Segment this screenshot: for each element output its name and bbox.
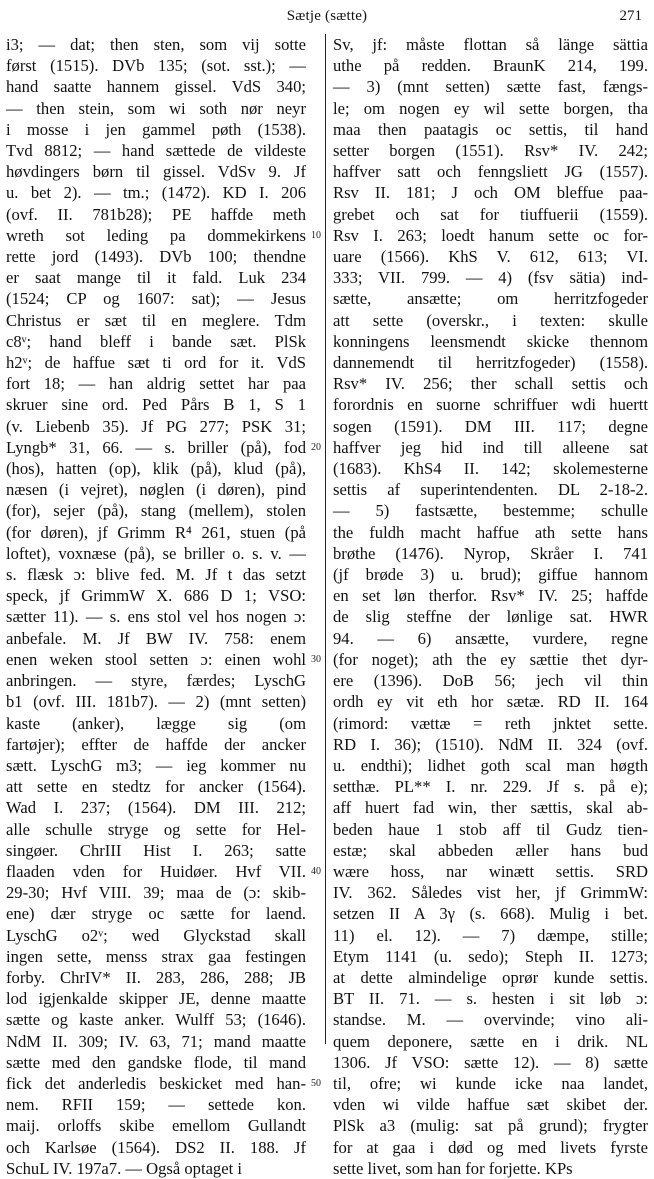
text-line: Etym 1141 (u. sedo); Steph II. 1273; bbox=[333, 946, 648, 966]
text-line: (ovf. II. 781b28); PE haffde meth bbox=[6, 204, 306, 224]
text-line: Wad I. 237; (1564). DM III. 212; bbox=[6, 798, 306, 818]
text-line: le; om nogen ey wil sette borgen, tha bbox=[333, 98, 648, 118]
text-line: wære hoss, nar winætt settis. SRD bbox=[333, 861, 648, 881]
text-line: setter borgen (1551). Rsv* IV. 242; bbox=[333, 141, 648, 161]
text-line: for at gaa i død og med livets fyrste bbox=[333, 1137, 648, 1157]
text-line: (1683). KhS4 II. 142; skolemesterne bbox=[333, 459, 648, 479]
text-line: Lyngb* 31, 66. — s. briller (på), fod bbox=[6, 437, 306, 457]
text-line: flaaden vden for Huidøer. Hvf VII. bbox=[6, 861, 306, 881]
text-line: først (1515). DVb 135; (sot. sst.); — bbox=[6, 56, 306, 76]
text-line: nem. RFII 159; — settede kon. bbox=[6, 1095, 306, 1115]
text-line: høvdingers børn til gissel. VdSv 9. Jf bbox=[6, 162, 306, 182]
text-line: ene) dær stryge oc sætte for laend. bbox=[6, 904, 306, 924]
text-line: setthæ. PL** I. nr. 229. Jf s. på e); bbox=[333, 777, 648, 797]
text-line: att sette en stedtz for ancker (1564). bbox=[6, 777, 306, 797]
margin-line-number: 40 bbox=[311, 865, 321, 877]
text-line: 29-30; Hvf VIII. 39; maa de (ɔ: skib- bbox=[6, 883, 306, 903]
text-line: kaste (anker), lægge sig (om bbox=[6, 713, 306, 733]
text-line: sætte, ansætte; om herritzfogeder bbox=[333, 289, 648, 309]
text-line: att sette (overskr., i texten: skulle bbox=[333, 310, 648, 330]
text-line: Rsv I. 263; loedt hanum sette oc for- bbox=[333, 225, 648, 245]
text-line: settis af superintendenten. DL 2-18-2. bbox=[333, 480, 648, 500]
text-line: ordh ey vit eth hor sætæ. RD II. 164 bbox=[333, 692, 648, 712]
left-column bbox=[6, 34, 306, 1179]
margin-line-number: 30 bbox=[311, 653, 321, 665]
text-line: aff huert fad win, ther sættis, skal ab- bbox=[333, 798, 648, 818]
margin-line-number: 20 bbox=[311, 441, 321, 453]
text-line: setzen II A 3γ (s. 668). Mulig i bet. bbox=[333, 904, 648, 924]
text-line: Christus er sæt til en meglere. Tdm bbox=[6, 310, 306, 330]
text-line: (rimord: vættæ = reth jnktet sette. bbox=[333, 713, 648, 733]
margin-line-number: 50 bbox=[311, 1077, 321, 1089]
text-line: rette jord (1493). DVb 100; thendne bbox=[6, 247, 306, 267]
text-line: fartøjer); effter de haffde der ancker bbox=[6, 734, 306, 754]
text-line: til, ofre; wi kunde icke naa landet, bbox=[333, 1073, 648, 1093]
text-line: sætt. LyschG m3; — ieg kommer nu bbox=[6, 755, 306, 775]
text-line: maij. orloffs skibe emellom Gullandt bbox=[6, 1116, 306, 1136]
text-line: singøer. ChrIII Hist I. 263; satte bbox=[6, 840, 306, 860]
text-line: the fuldh macht haffue ath sette hans bbox=[333, 522, 648, 542]
text-line: (jf brøde 3) u. brud); giffue hannom bbox=[333, 565, 648, 585]
text-line: haffver jeg hid ind till alleene sat bbox=[333, 437, 648, 457]
text-line: 94. — 6) ansætte, vurdere, regne bbox=[333, 628, 648, 648]
text-line: och Karlsøe (1564). DS2 II. 188. Jf bbox=[6, 1137, 306, 1157]
margin-line-number: 10 bbox=[311, 229, 321, 241]
text-line: sætte og kaste anker. Wulff 53; (1646). bbox=[6, 1010, 306, 1030]
page-header bbox=[0, 6, 654, 28]
text-line: s. flæsk ɔ: blive fed. M. Jf t das setzt bbox=[6, 565, 306, 585]
text-line: (for), sejer (på), stang (mellem), stolen bbox=[6, 501, 306, 521]
text-line: vden wi vilde haffue sæt skibet der. bbox=[333, 1095, 648, 1115]
text-line: wreth sot leding pa dommekirkens bbox=[6, 225, 306, 245]
text-line: enen weken stool setten ɔ: einen wohl bbox=[6, 649, 306, 669]
text-line: grebet och sat for tiuffuerii (1559). bbox=[333, 204, 648, 224]
running-head: Sætje (sætte) bbox=[286, 8, 368, 24]
text-line: fort 18; — han aldrig settet har paa bbox=[6, 374, 306, 394]
text-line: hand saatte hannem gissel. VdS 340; bbox=[6, 77, 306, 97]
text-line: u. endthi); lidhet goth scal man høgth bbox=[333, 755, 648, 775]
text-line: (for noget); ath the ey sættie thet dyr- bbox=[333, 649, 648, 669]
text-line: speck, jf GrimmW X. 686 D 1; VSO: bbox=[6, 586, 306, 606]
text-line: i mosse i jen gammel pøth (1538). bbox=[6, 119, 306, 139]
text-line: — 5) fastsætte, bestemme; schulle bbox=[333, 501, 648, 521]
text-line: haffver satt och fenngsliett JG (1557). bbox=[333, 162, 648, 182]
text-line: (hos), hatten (op), klik (på), klud (på), bbox=[6, 459, 306, 479]
text-line: (for døren), jf Grimm R⁴ 261, stuen (på bbox=[6, 522, 306, 542]
text-line: dannemendt til herritzfogeder) (1558). bbox=[333, 353, 648, 373]
text-line: er saat mange til it fald. Luk 234 bbox=[6, 268, 306, 288]
text-line: en set løn therfor. Rsv* IV. 25; haffde bbox=[333, 586, 648, 606]
text-line: Sv, jf: måste flottan så länge sättia bbox=[333, 35, 648, 54]
text-line: de slig steffne der lønlige sat. HWR bbox=[333, 607, 648, 627]
text-line: Tvd 8812; — hand sættede de vildeste bbox=[6, 141, 306, 161]
text-line: — then stein, som wi soth nør neyr bbox=[6, 98, 306, 118]
text-line: lod igjenkalde skipper JE, denne maatte bbox=[6, 989, 306, 1009]
text-line: 11) el. 12). — 7) dæmpe, stille; bbox=[333, 925, 648, 945]
text-line: h2ᵛ; de haffue sæt ti ord for it. VdS bbox=[6, 353, 306, 373]
column-divider bbox=[325, 34, 326, 1044]
text-line: — 3) (mnt setten) sætte fast, fængs- bbox=[333, 77, 648, 97]
text-line: forordnis en suorne schriffuer wdi huertt bbox=[333, 395, 648, 415]
text-line: quem deponere, sætte en i drik. NL bbox=[333, 1031, 648, 1051]
text-line: at dette almindelige oprør kunde settis. bbox=[333, 967, 648, 987]
text-line: Rsv II. 181; J och OM bleffue paa- bbox=[333, 183, 648, 203]
text-line: NdM II. 309; IV. 63, 71; mand maatte bbox=[6, 1031, 306, 1051]
text-line: loftet), voxnæse (på), se briller o. s. v. — bbox=[6, 543, 306, 563]
text-line: c8ᵛ; hand bleff i bande sæt. PlSk bbox=[6, 331, 306, 351]
text-line: standse. M. — overvinde; vino ali- bbox=[333, 1010, 648, 1030]
text-line: ere (1396). DoB 56; jech vil thin bbox=[333, 671, 648, 691]
text-line: 333; VII. 799. — 4) (fsv sätia) ind- bbox=[333, 268, 648, 288]
text-line: maa then paatagis oc settis, til hand bbox=[333, 119, 648, 139]
text-line: u. bet 2). — tm.; (1472). KD I. 206 bbox=[6, 183, 306, 203]
right-column bbox=[333, 34, 648, 1179]
text-line: PlSk a3 (mulig: sat på grund); frygter bbox=[333, 1116, 648, 1136]
text-line: beden haue 1 stob aff til Gudz tien- bbox=[333, 819, 648, 839]
text-line: uare (1566). KhS V. 612, 613; VI. bbox=[333, 247, 648, 267]
text-line: fick det anderledis beskicket med han- bbox=[6, 1073, 306, 1093]
text-line: sogen (1591). DM III. 117; degne bbox=[333, 416, 648, 436]
text-line: anbefale. M. Jf BW IV. 758: enem bbox=[6, 628, 306, 648]
text-line: LyschG o2ᵛ; wed Glyckstad skall bbox=[6, 925, 306, 945]
text-line: næsen (i vejret), nøglen (i døren), pind bbox=[6, 480, 306, 500]
text-line: IV. 362. Således vist her, jf GrimmW: bbox=[333, 883, 648, 903]
text-line: uthe på redden. BraunK 214, 199. bbox=[333, 56, 648, 76]
text-line: 1306. Jf VSO: sætte 12). — 8) sætte bbox=[333, 1052, 648, 1072]
text-line: brøthe (1476). Nyrop, Skråer I. 741 bbox=[333, 543, 648, 563]
text-line: i3; — dat; then sten, som vij sotte bbox=[6, 35, 306, 54]
text-line: BT II. 71. — s. hesten i sit løb ɔ: bbox=[333, 989, 648, 1009]
text-line: SchuL IV. 197a7. — Også optaget i bbox=[6, 1158, 242, 1178]
text-line: RD I. 36); (1510). NdM II. 324 (ovf. bbox=[333, 734, 648, 754]
text-line: estæ; skal abbeden æller hans bud bbox=[333, 840, 648, 860]
page-number: 271 bbox=[619, 8, 642, 24]
text-line: sætte med den gandske flode, til mand bbox=[6, 1052, 306, 1072]
text-line: sætter 11). — s. ens stol vel hos nogen ɔ: bbox=[6, 607, 306, 627]
text-line: alle schulle stryge og sette for Hel- bbox=[6, 819, 306, 839]
text-line: anbringen. — styre, færdes; LyschG bbox=[6, 671, 306, 691]
text-line: skruer sine ord. Ped Pårs B 1, S 1 bbox=[6, 395, 306, 415]
text-line: (v. Liebenb 35). Jf PG 277; PSK 31; bbox=[6, 416, 306, 436]
text-line: konningens leensmendt skicke thennom bbox=[333, 331, 648, 351]
text-line: ingen sette, menss strax gaa festingen bbox=[6, 946, 306, 966]
text-line: forby. ChrIV* II. 283, 286, 288; JB bbox=[6, 967, 306, 987]
text-line: Rsv* IV. 256; ther schall settis och bbox=[333, 374, 648, 394]
text-line: sette livet, som han for forjette. KPs bbox=[333, 1158, 573, 1178]
text-line: b1 (ovf. III. 181b7). — 2) (mnt setten) bbox=[6, 692, 306, 712]
text-line: (1524; CP og 1607: sat); — Jesus bbox=[6, 289, 306, 309]
